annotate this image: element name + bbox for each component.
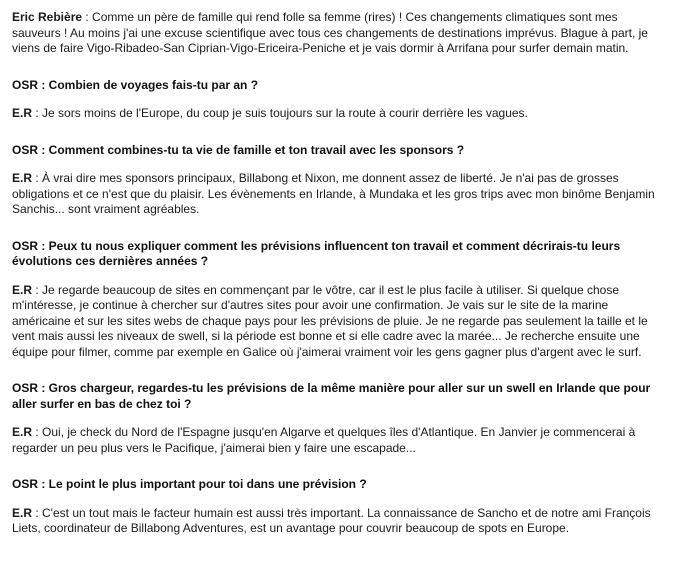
answer-4	[12, 425, 663, 456]
speaker-initials: E.R	[12, 505, 33, 520]
question-3: OSR : Peux tu nous expliquer comment les prévisions influencent ton travail et comment décrirais-tu leurs évolutions ces dernières années ?	[12, 238, 621, 268]
answer-text: : À vrai dire mes sponsors principaux, Billabong et Nixon, me donnent assez de liberté. Je n'ai pas de grosses obligations et ce n'est que du plaisir. Les évènements en Irlande, à Mundaka et les gros trips avec mon binôme Benjamin Sanchis... sont vraiment agréables.	[12, 171, 655, 216]
question-4: OSR : Gros chargeur, regardes-tu les prévisions de la même manière pour aller sur un swell en Irlande que pour aller surfer en bas de chez toi ?	[12, 381, 651, 411]
question-5: OSR : Le point le plus important pour toi dans une prévision ?	[12, 477, 367, 491]
speaker-initials: E.R	[12, 425, 33, 439]
answer-1	[12, 106, 663, 122]
answer-2	[12, 171, 663, 218]
speaker-name: Eric Rebière	[12, 10, 83, 24]
speaker-initials: E.R	[12, 171, 33, 185]
answer-text: : Comme un père de famille qui rend folle sa femme (rires) ! Ces changements climatiques sont mes sauveurs ! Au moins j'ai une excuse scientifique avec tous ces changements de destinations imprévus. Blague à part, je viens de faire Vigo-Ribadeo-San Ciprian-Vigo-Ericeira-Peniche et je vais dormir à Arrifana pour surfer demain matin.	[12, 10, 648, 55]
answer-3	[12, 283, 663, 361]
answer-text: : C'est un tout mais le facteur humain est aussi très important. La connaissance de Sancho et de notre ami François Liets, coordinateur de Billabong Adventures, est un avantage pour couvrir beaucoup de spots en Europe.	[12, 505, 651, 535]
answer-text: : Je sors moins de l'Europe, du coup je suis toujours sur la route à courir derrière les vagues.	[32, 106, 528, 120]
question-2: OSR : Comment combines-tu ta vie de famille et ton travail avec les sponsors ?	[12, 142, 465, 157]
answer-text: : Je regarde beaucoup de sites en commençant par le vôtre, car il est le plus facile à utiliser. Si quelque chose m'intéresse, je continue à chercher sur d'autres sites pour avoir une confirmation. Je vais sur le site de la marine américaine et sur les sites webs de chaque pays pour les prévisions de pluie. Je ne regarde pas seulement la taille et le vent mais aussi les niveaux de swell, si la période est bonne et si elle cadre avec la marée... Je recherche ensuite une équipe pour filmer, comme par exemple en Galice où j'aimerai vraiment voir les gens gagner plus d'argent avec le surf.	[12, 282, 648, 359]
speaker-initials: E.R	[12, 282, 33, 297]
question-1: OSR : Combien de voyages fais-tu par an ?	[12, 77, 259, 92]
answer-text: : Oui, je check du Nord de l'Espagne jusqu'en Algarve et quelques îles d'Atlantique. En Janvier je commencerai à regarder un peu plus vers le Pacifique, j'aimerai bien y faire une escapade...	[12, 425, 636, 455]
intro-paragraph	[12, 10, 663, 57]
answer-5	[12, 506, 663, 537]
speaker-initials: E.R	[12, 106, 33, 120]
